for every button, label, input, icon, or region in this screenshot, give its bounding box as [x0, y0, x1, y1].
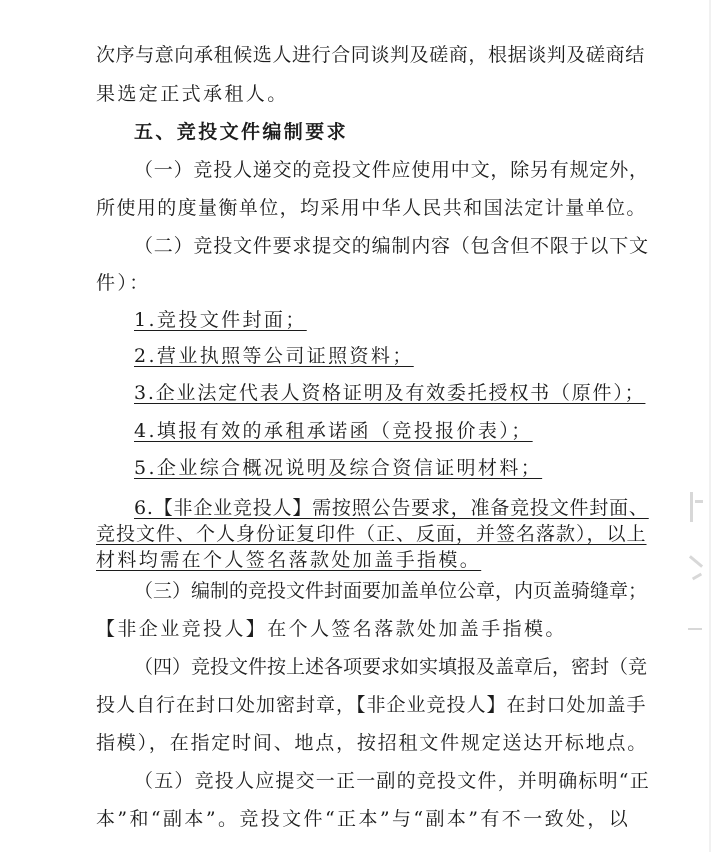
scan-mark	[689, 555, 703, 568]
paragraph-line: 本”和“副本”。竞投文件“正本”与“副本”有不一致处，以	[96, 808, 631, 830]
paragraph-line: 指模），在指定时间、地点，按招租文件规定送达开标地点。	[96, 732, 649, 754]
list-item: 4.填报有效的承租承诺函（竞投报价表）；	[134, 420, 533, 442]
list-item: 6.【非企业竞投人】需按照公告要求，准备竞投文件封面、	[134, 497, 649, 519]
list-item: 1.竞投文件封面；	[134, 309, 307, 331]
scan-mark	[690, 492, 693, 522]
paragraph-line: （四）竞投文件按上述各项要求如实填报及盖章后，密封（竞	[134, 656, 648, 678]
paragraph-line: （三）编制的竞投文件封面要加盖单位公章，内页盖骑缝章；	[134, 580, 648, 602]
list-item: 2.营业执照等公司证照资料；	[134, 345, 414, 367]
paragraph-line: 果选定正式承租人。	[96, 83, 289, 105]
paragraph-line: 件）：	[96, 272, 151, 294]
paragraph-line: 所使用的度量衡单位，均采用中华人民共和国法定计量单位。	[96, 197, 647, 219]
paragraph-line: 【非企业竞投人】在个人签名落款处加盖手指模。	[96, 618, 567, 640]
scan-mark	[688, 628, 702, 630]
section-heading: 五、竞投文件编制要求	[134, 121, 349, 143]
paragraph-line: 次序与意向承租候选人进行合同谈判及磋商，根据谈判及磋商结	[96, 44, 645, 66]
paragraph-line: （二）竞投文件要求提交的编制内容（包含但不限于以下文	[134, 235, 649, 257]
list-item: 3.企业法定代表人资格证明及有效委托授权书（原件）；	[134, 382, 646, 404]
list-item-continuation: 竞投文件、个人身份证复印件（正、反面，并签名落款），以上	[96, 523, 647, 545]
scan-mark	[695, 500, 703, 503]
paragraph-line: 投人自行在封口处加密封章，【非企业竞投人】在封口处加盖手	[96, 694, 647, 716]
paragraph-line: （五）竞投人应提交一正一副的竞投文件，并明确标明“正	[134, 770, 650, 792]
list-item-continuation: 材料均需在个人签名落款处加盖手指模。	[96, 549, 482, 571]
list-item: 5.企业综合概况说明及综合资信证明材料；	[134, 457, 543, 479]
paragraph-line: （一）竞投人递交的竞投文件应使用中文，除另有规定外，	[134, 159, 649, 181]
scan-mark	[692, 573, 702, 581]
